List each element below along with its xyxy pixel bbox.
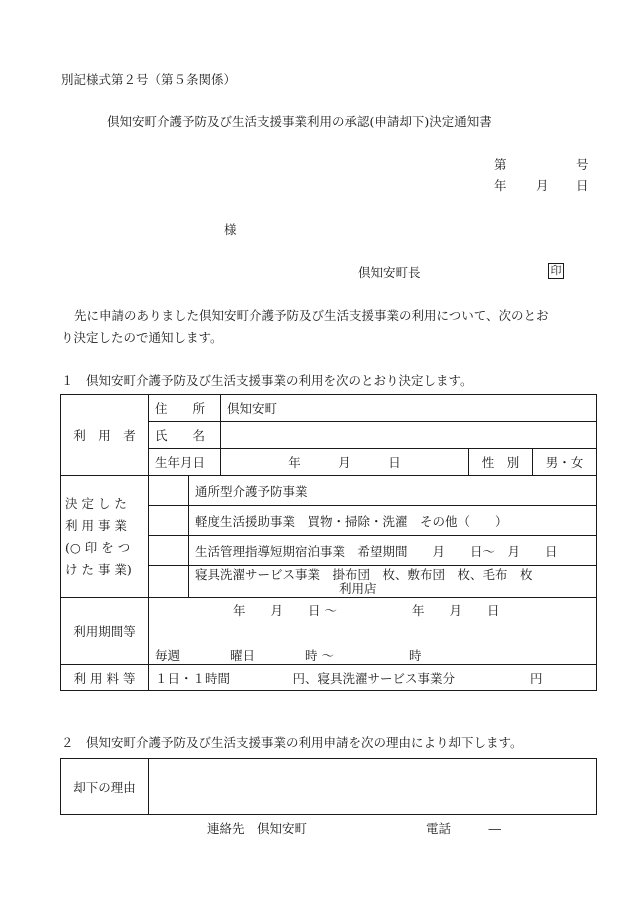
decided-label-line-3: (○ 印 を つ: [65, 539, 131, 555]
service-item-4: [189, 566, 597, 598]
section2-heading: ２ 倶知安町介護予防及び生活支援事業の利用申請を次の理由により却下します。: [61, 735, 523, 750]
period-weekly: 毎週 曜日 時 ～ 時: [155, 648, 422, 663]
seal-icon: [548, 262, 564, 279]
gender-value: 男・女: [533, 449, 597, 476]
fee-value: １日・１時間 円、寝具洗濯サービス事業分 円: [149, 665, 597, 691]
decided-label-line-4: け た 事 業): [65, 561, 132, 577]
decided-label-line-1: 決 定 し た: [65, 495, 127, 511]
service-item-1: 通所型介護予防事業: [189, 476, 597, 506]
service-mark-2: [149, 506, 189, 536]
name-value: [221, 422, 597, 449]
address-value: 倶知安町: [221, 395, 597, 422]
period-label: 利用期間等: [61, 598, 149, 665]
service-mark-3: [149, 536, 189, 566]
document-title: 倶知安町介護予防及び生活支援事業利用の承認(申請却下)決定通知書: [107, 114, 492, 129]
seal-mark: 印: [548, 263, 564, 279]
name-label: 氏 名: [149, 422, 221, 449]
recipient-suffix: 様: [224, 222, 237, 237]
gender-label: 性 別: [469, 449, 533, 476]
dob-value: 年 月 日: [221, 449, 469, 476]
decision-table: [60, 394, 597, 691]
section1-heading: １ 倶知安町介護予防及び生活支援事業の利用を次のとおり決定します。: [61, 373, 473, 388]
bedding-line-1: 寝具洗濯サービス事業 掛布団 枚、敷布団 枚、毛布 枚: [195, 566, 533, 582]
issuer: 倶知安町長: [358, 265, 421, 280]
doc-number-dai: 第: [494, 157, 507, 172]
doc-date-day: 日: [576, 178, 589, 193]
doc-date-year: 年: [494, 178, 507, 193]
service-item-2: 軽度生活援助事業 買物・掃除・洗濯 その他（ ）: [189, 506, 597, 536]
rejection-reason-value: [149, 759, 597, 815]
user-label: 利 用 者: [61, 395, 149, 476]
period-value: [149, 598, 597, 665]
service-mark-4: [149, 566, 189, 598]
contact-label: 連絡先 倶知安町: [207, 821, 308, 836]
contact-phone: 電話 ―: [426, 821, 502, 836]
doc-date-month: 月: [536, 178, 549, 193]
service-item-3: 生活管理指導短期宿泊事業 希望期間 月 日～ 月 日: [189, 536, 597, 566]
service-mark-1: [149, 476, 189, 506]
period-dates: 年 月 日 ～ 年 月 日: [233, 603, 500, 618]
form-number: 別記様式第２号（第５条関係）: [61, 72, 237, 87]
doc-number-go: 号: [576, 157, 589, 172]
rejection-table: [60, 758, 597, 815]
dob-label: 生年月日: [149, 449, 221, 476]
address-label: 住 所: [149, 395, 221, 422]
rejection-reason-label: 却下の理由: [61, 759, 149, 815]
decided-label-line-2: 利 用 事 業: [65, 517, 127, 533]
bedding-line-2: 利用店: [339, 580, 377, 596]
intro-line-2: り決定したので通知します。: [61, 330, 223, 345]
intro-line-1: 先に申請のありました倶知安町介護予防及び生活支援事業の利用について、次のとお: [74, 308, 549, 323]
decided-services-label: [61, 476, 149, 598]
fee-label: 利 用 料 等: [61, 665, 149, 691]
